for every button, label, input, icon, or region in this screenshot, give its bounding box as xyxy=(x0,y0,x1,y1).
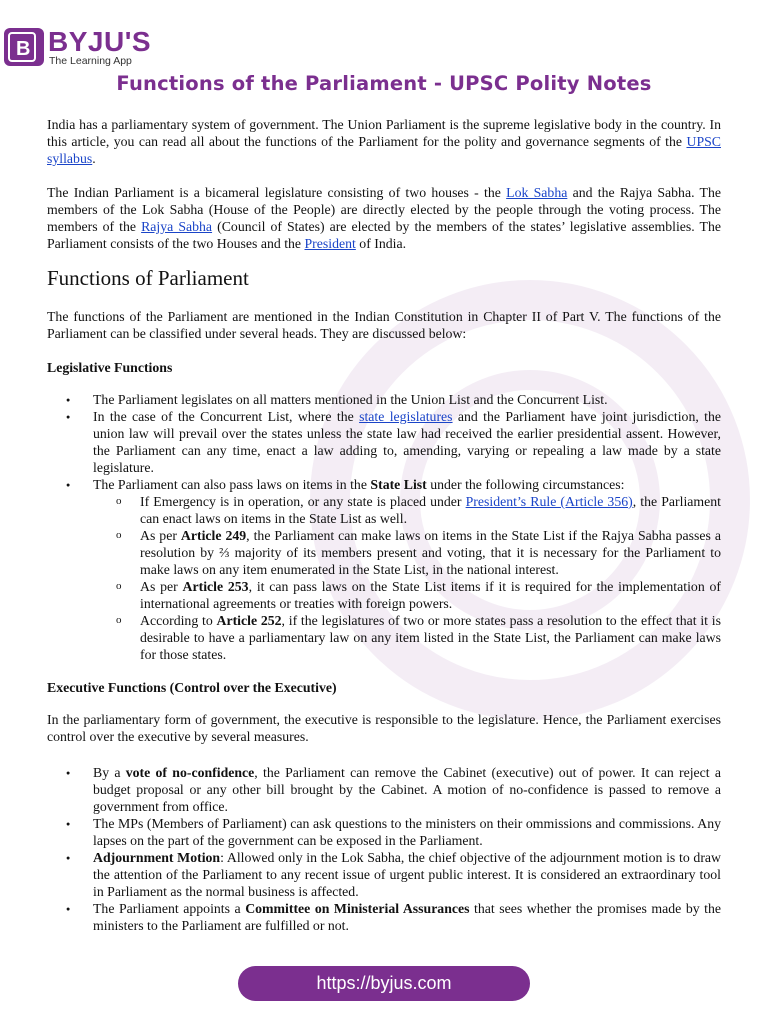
logo-mark-letter: B xyxy=(16,38,31,60)
section-intro: The functions of the Parliament are mentioned in the Indian Constitution in Chapter II of Part V. The functions of the Parliament can be classified under several heads. They are discussed below: xyxy=(47,309,721,341)
list-item: ● In the case of the Concurrent List, where the state legislatures and the Parliament have joint jurisdiction, the union law will prevail over the states unless the state law had received the earlier presidential assent. However, the Parliament can any time, enact a law adding to, amending, varying or repealing a law made by a state legislature. xyxy=(93,408,721,476)
list-item: ● Adjournment Motion: Allowed only in the Lok Sabha, the chief objective of the adjournment motion is to draw the attention of the Parliament to any recent issue of urgent public interest. It is considered an extraordinary tool in Parliament as the normal business is affected. xyxy=(93,849,721,900)
brand-name: BYJU'S xyxy=(48,26,152,57)
sub-list-item: o If Emergency is in operation, or any state is placed under President’s Rule (Article 356), the Parliament can enact laws on items in the State List as well. xyxy=(140,493,721,527)
link-state-legislatures[interactable]: state legislatures xyxy=(359,409,453,424)
list-item: ● The Parliament appoints a Committee on Ministerial Assurances that sees whether the promises made by the ministers to the Parliament are fulfilled or not. xyxy=(93,900,721,934)
section-heading: Functions of Parliament xyxy=(47,266,249,290)
link-presidents-rule[interactable]: President’s Rule (Article 356) xyxy=(465,494,633,509)
list-item: ● The MPs (Members of Parliament) can ask questions to the ministers on their ommissions and commissions. Any lapses on the part of the government can be exposed in the Parliament. xyxy=(93,815,721,849)
byjus-logo[interactable] xyxy=(4,28,164,68)
list-item: ● By a vote of no-confidence, the Parliament can remove the Cabinet (executive) out of power. It can reject a budget proposal or any other bill brought by the Cabinet. A motion of no-confidence is passed to remove a government from office. xyxy=(93,764,721,815)
list-item: ● The Parliament can also pass laws on items in the State List under the following circumstances: o If Emergency is in operation, or any state is placed under President’s Rule (Article 356), the Parliament can enact laws on items in the State List as well. o As per Article 249, the Parliament can make laws on items in the State List if the Rajya Sabha passes a resolution by ⅔ majority of its members present and voting, that it is necessary for the Parliament to make laws on any item enumerated in the State List, in the national interest. o As per Article 253, it can pass laws on the State List items if it is required for the implementation of international agreements or treaties with foreign powers. o According to Article 252, if the legislatures of two or more states pass a resolution to the effect that it is desirable to have a parliamentary law on any item listed in the State List, the Parliament can make laws for those states. xyxy=(93,476,721,663)
legislative-list xyxy=(47,391,721,663)
sub-list-item: o As per Article 249, the Parliament can make laws on items in the State List if the Rajya Sabha passes a resolution by ⅔ majority of its members present and voting, that it is necessary for the Parliament to make laws on any item enumerated in the State List, in the national interest. xyxy=(140,527,721,578)
executive-list xyxy=(47,764,721,934)
legislative-heading: Legislative Functions xyxy=(47,360,173,375)
byjus-logo-mark-icon xyxy=(4,28,44,66)
intro-paragraph-1: India has a parliamentary system of government. The Union Parliament is the supreme legislative body in the country. In this article, you can read all about the functions of the Parliament for the polity and governance segments of the UPSC syllabus. xyxy=(47,117,721,166)
state-list-circumstances xyxy=(93,493,721,663)
intro-paragraph-2: The Indian Parliament is a bicameral legislature consisting of two houses - the Lok Sabha and the Rajya Sabha. The members of the Lok Sabha (House of the People) are directly elected by the people through the voting process. The members of the Rajya Sabha (Council of States) are elected by the members of the states’ legislative assemblies. The Parliament consists of the two Houses and the President of India. xyxy=(47,185,721,251)
link-president[interactable]: President xyxy=(304,236,356,251)
link-rajya-sabha[interactable]: Rajya Sabha xyxy=(141,219,213,234)
sub-list-item: o According to Article 252, if the legislatures of two or more states pass a resolution to the effect that it is desirable to have a parliamentary law on any item listed in the State List, the Parliament can make laws for those states. xyxy=(140,612,721,663)
sub-list-item: o As per Article 253, it can pass laws on the State List items if it is required for the implementation of international agreements or treaties with foreign powers. xyxy=(140,578,721,612)
executive-intro: In the parliamentary form of government, the executive is responsible to the legislature. Hence, the Parliament exercises control over the executive by several measures. xyxy=(47,712,721,744)
article-body xyxy=(47,116,721,950)
footer-url-button[interactable]: https://byjus.com xyxy=(238,966,530,1001)
page-title: Functions of the Parliament - UPSC Polity Notes xyxy=(116,72,652,95)
link-upsc-syllabus[interactable]: UPSC syllabus xyxy=(47,134,721,166)
brand-tagline: The Learning App xyxy=(49,55,132,67)
list-item: ● The Parliament legislates on all matters mentioned in the Union List and the Concurrent List. xyxy=(93,391,721,408)
link-lok-sabha[interactable]: Lok Sabha xyxy=(506,185,568,200)
executive-heading: Executive Functions (Control over the Executive) xyxy=(47,680,337,695)
